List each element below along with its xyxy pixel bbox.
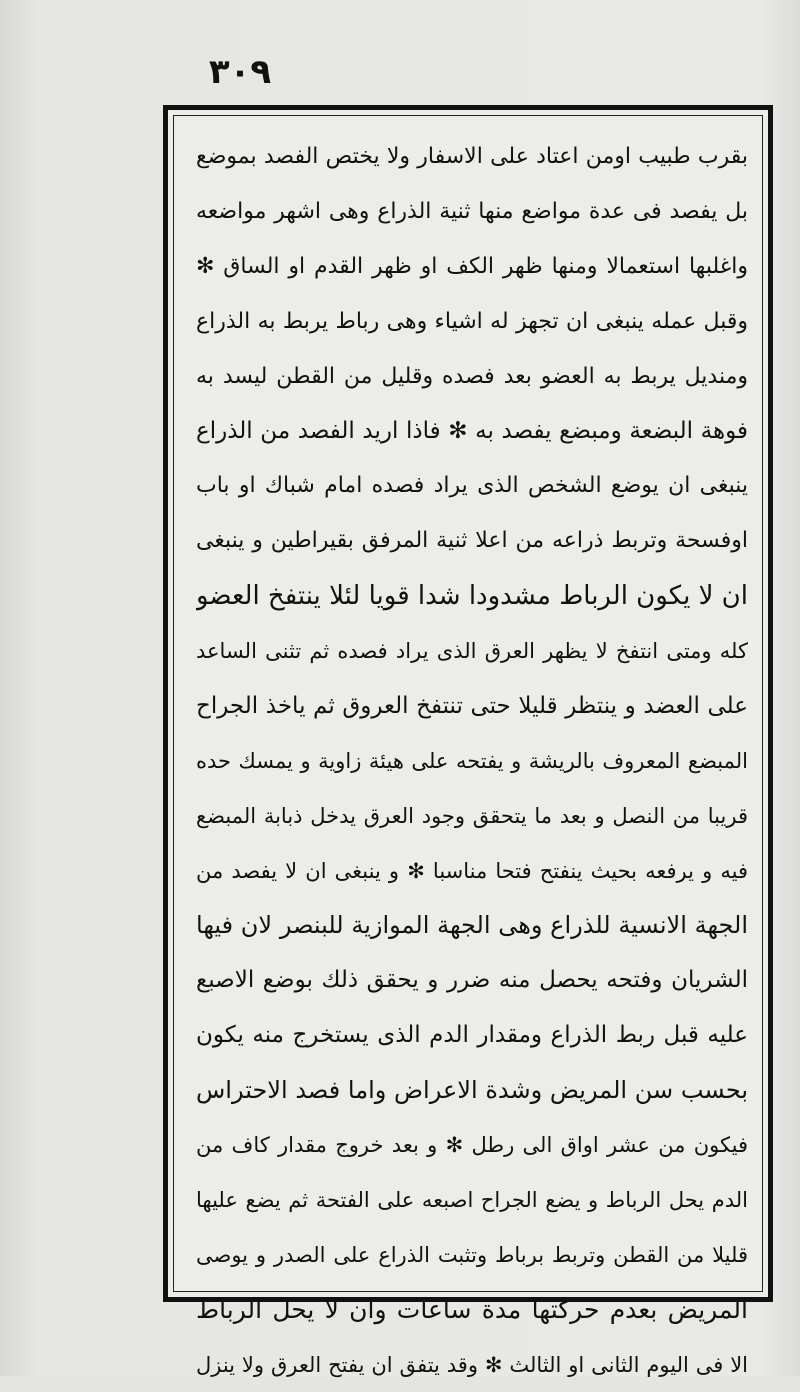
text-line: وقبل عمله ينبغى ان تجهز له اشياء وهى رباط يربط به الذراع xyxy=(196,308,748,334)
text-line: على العضد و ينتظر قليلا حتى تنتفخ العروق ثم ياخذ الجراح xyxy=(196,692,748,719)
text-line: فوهة البضعة ومبضع يفصد به ✻ فاذا اريد الفصد من الذراع xyxy=(196,418,748,445)
text-line: بحسب سن المريض وشدة الاعراض واما فصد الاحتراس xyxy=(196,1076,748,1105)
text-line: اوفسحة وتربط ذراعه من اعلا ثنية المرفق بقيراطين و ينبغى xyxy=(196,528,748,554)
text-line: بل يفصد فى عدة مواضع منها ثنية الذراع وهى اشهر مواضعه xyxy=(196,198,748,224)
text-line: كله ومتى انتفخ لا يظهر العرق الذى يراد فصده ثم تثنى الساعد xyxy=(196,639,748,664)
text-frame-inner-border xyxy=(173,115,763,1377)
text-line: الا فى اليوم الثانى او الثالث ✻ وقد يتفق ان يفتح العرق ولا ينزل xyxy=(196,1352,748,1377)
text-line: ينبغى ان يوضع الشخص الذى يراد فصده امام شباك او باب xyxy=(196,473,748,499)
text-line: قريبا من النصل و بعد ما يتحقق وجود العرق يدخل ذبابة المبضع xyxy=(196,803,748,828)
text-line: الدم يحل الرباط و يضع الجراح اصبعه على الفتحة ثم يضع عليها xyxy=(196,1187,748,1212)
text-line: فيه و يرفعه بحيث ينفتح فتحا مناسبا ✻ و ينبغى ان لا يفصد من xyxy=(196,858,748,883)
text-line: المبضع المعروف بالريشة و يفتحه على هيئة زاوية و يمسك حده xyxy=(196,748,748,773)
text-line: ان لا يكون الرباط مشدودا شدا قويا لئلا ينتفخ العضو xyxy=(196,581,748,612)
text-line: المريض بعدم حركتها مدة ساعات وان لا يحل الرباط xyxy=(196,1294,748,1324)
page-number: ٣٠٩ xyxy=(208,52,272,92)
text-line: الشريان وفتحه يحصل منه ضرر و يحقق ذلك بوضع الاصبع xyxy=(196,967,748,994)
arabic-text-block xyxy=(196,130,748,1392)
text-line: فيكون من عشر اواق الى رطل ✻ و بعد خروج مقدار كاف من xyxy=(196,1133,748,1158)
text-line: ومنديل يربط به العضو بعد فصده وقليل من القطن ليسد به xyxy=(196,363,748,389)
text-line: بقرب طبيب اومن اعتاد على الاسفار ولا يختص الفصد بموضع xyxy=(196,144,748,169)
text-line: الجهة الانسية للذراع وهى الجهة الموازية للبنصر لان فيها xyxy=(196,911,748,940)
text-frame-outer-border xyxy=(163,105,773,1377)
text-line: عليه قبل ربط الذراع ومقدار الدم الذى يستخرج منه يكون xyxy=(196,1022,748,1049)
text-line: قليلا من القطن وتربط برباط وتثبت الذراع على الصدر و يوصى xyxy=(196,1242,748,1267)
text-line: واغلبها استعمالا ومنها ظهر الكف او ظهر القدم او الساق ✻ xyxy=(196,253,748,279)
